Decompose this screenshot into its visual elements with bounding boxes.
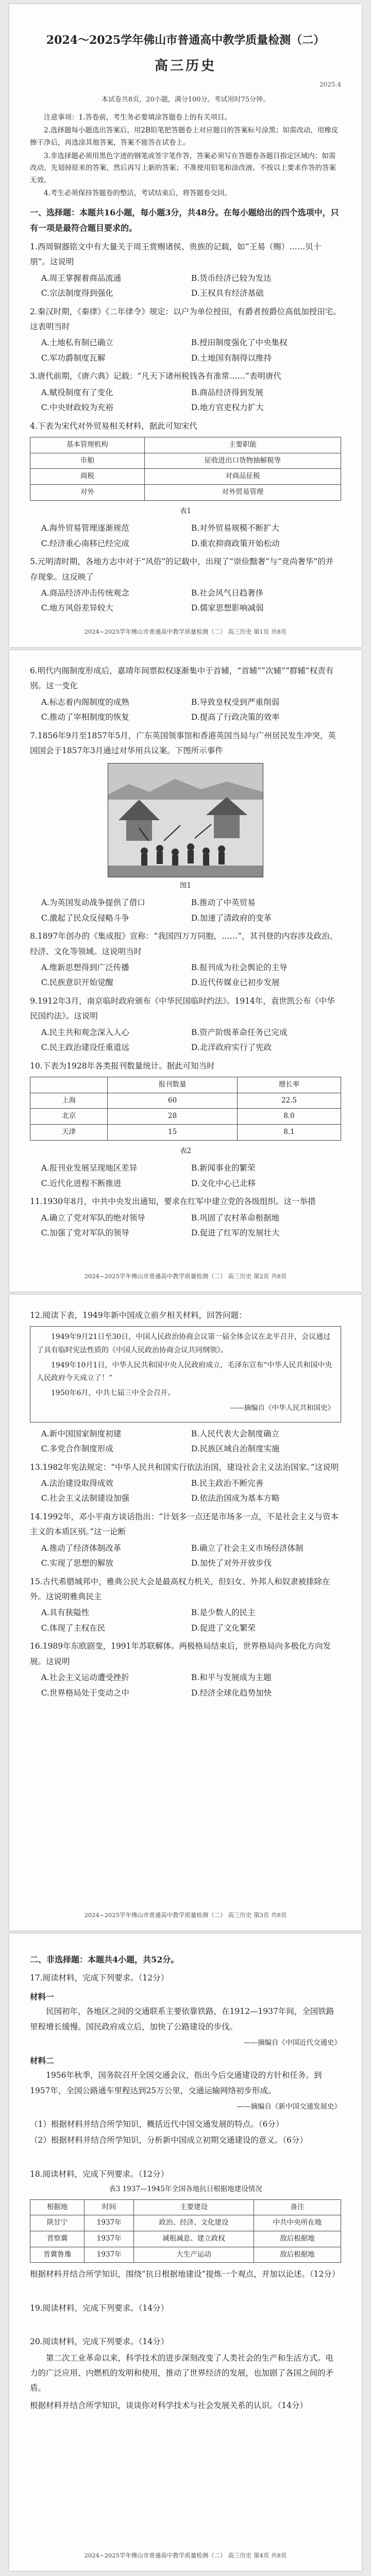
material-text: 第二次工业革命以来，科学技术的进步深刻改变了人类社会的生产和生活方式。电力的广泛应用、内燃机的发明和使用，推动了世界经济的发展，也加剧了各国之间的矛盾。 [30, 2353, 334, 2393]
option: D.加快了对外开放步伐 [191, 1558, 272, 1568]
table-header: 报刊数量 [108, 1077, 238, 1093]
option: B.人民代表大会制度确立 [191, 1429, 280, 1438]
option-group [30, 1670, 341, 1701]
table-cell: 减租减息、建立政权 [134, 2231, 254, 2247]
question-stem: 15.古代希腊城邦中，雅典公民大会是最高权力机关，但妇女、外邦人和奴隶被排除在外。这说明雅典民主 [30, 1577, 330, 1602]
question-stem: 4.下表为宋代对外贸易相关材料，据此可知宋代 [30, 421, 197, 431]
table-caption: 表3 1937—1945年全国各地抗日根据地建设情况 [109, 2185, 262, 2194]
table-cell: 8.0 [237, 1109, 341, 1125]
option-group [30, 586, 341, 616]
data-table [30, 1077, 341, 1141]
exam-page-2 [9, 650, 362, 1292]
option: D.重农抑商政策开始松动 [191, 538, 280, 548]
option-group [30, 1476, 341, 1506]
table-header: 主要建设 [134, 2199, 254, 2215]
question-stem: 5.元明清时期，各地方志中对于“风俗”的记载中，出现了“崇俭黜奢”与“竞尚奢华”的并存现象。这反映了 [30, 557, 334, 582]
option-group [30, 695, 341, 725]
option: B.资产阶级革命任务已完成 [191, 1027, 288, 1037]
option: B.确立了社会主义市场经济体制 [191, 1543, 303, 1553]
option-group [30, 385, 341, 416]
option: B.新闻事业的繁荣 [191, 1163, 256, 1173]
table-cell: 对商品征税 [144, 469, 341, 485]
exam-page-4 [9, 1934, 362, 2571]
table-cell: 中共中央所在地 [254, 2215, 341, 2231]
option: B.和平与发展成为主题 [191, 1673, 272, 1683]
table-cell: 28 [108, 1109, 238, 1125]
option-group [30, 521, 341, 551]
section-heading: 二、非选择题：本题共4小题，共52分。 [30, 1955, 179, 1964]
section-heading: 一、选择题：本题共16小题，每小题3分，共48分。在每小题给出的四个选项中，只有一项是最符合题目要求的。 [30, 208, 339, 233]
option: D.近代传媒业已初步发展 [191, 978, 280, 988]
option: A.标志着内阁制度的成熟 [41, 697, 129, 707]
option: A.维新思想得到广泛传播 [41, 963, 129, 973]
table-header: 时间 [85, 2199, 134, 2215]
option: A.商品经济冲击传统观念 [41, 588, 129, 598]
option: B.导致皇权受到严重削弱 [191, 697, 280, 707]
option: D.地方官吏权力扩大 [191, 403, 264, 413]
option: D.经济全球化趋势加快 [191, 1688, 272, 1698]
table-cell: 1937年 [85, 2231, 134, 2247]
option: B.对外贸易规模不断扩大 [191, 523, 280, 533]
question-stem: 7.1856年9月至1857年5月，广东英国领事馆和香港英国当局与广州居民发生冲突，英国国会于1857年3月通过对华用兵议案。下图所示事件 [30, 731, 336, 756]
question-stem: 1.西周铜器铭文中有大量关于周王赏赐诸侯、贵族的记载，如“王易（赐）……贝十朋”。这说明 [30, 242, 322, 267]
question-stem: 18.阅读材料，完成下列要求。（12分） [30, 2169, 169, 2179]
table-row [30, 1125, 341, 1141]
option-group [30, 960, 341, 991]
question-requirement: （1）根据材料并结合所学知识，概括近代中国交通发展的特点。（6分） [30, 2119, 284, 2129]
data-table [30, 2199, 341, 2263]
option: C.经济重心南移已经完成 [41, 538, 129, 548]
question-stem: 10.下表为1928年各类报刊数量统计。据此可知当时 [30, 1061, 215, 1071]
source-line: 1950年6月，中共七届三中全会召开。 [51, 1389, 175, 1398]
material-title: 材料一 [30, 1991, 54, 2002]
table-cell: 征收进出口货物抽解税等 [144, 453, 341, 469]
table-header: 备注 [254, 2199, 341, 2215]
option: B.商品经济得到发展 [191, 387, 264, 397]
source-line: 1949年9月21日至30日，中国人民政治协商会议第一届全体会议在北平召开，会议通过了具有临时宪法性质的《中国人民政治协商会议共同纲领》。 [37, 1333, 331, 1354]
option-group [30, 1605, 341, 1636]
table-header: 基本管理机构 [30, 437, 145, 453]
table-cell: 政治、经济、文化建设 [134, 2215, 254, 2231]
option-group [30, 1541, 341, 1571]
option: D.文化中心已北移 [191, 1178, 256, 1188]
exam-page-3 [9, 1295, 362, 1930]
source-box [30, 1326, 341, 1422]
option: C.中央财政较为充裕 [41, 403, 113, 413]
attention-line: 4.考生必须保持答题卷的整洁，考试结束后，将答题卷交回。 [44, 189, 231, 198]
option: C.激起了民众反侵略斗争 [41, 913, 129, 923]
option: A.具有狭隘性 [41, 1608, 90, 1618]
option: C.地方风俗差异较大 [41, 603, 113, 613]
table-row [30, 2215, 341, 2231]
option: D.促进了文化繁荣 [191, 1623, 256, 1633]
option: A.周王掌握着商品流通 [41, 273, 122, 283]
option: C.军功爵制度瓦解 [41, 353, 106, 363]
table-caption: 表2 [179, 1146, 192, 1155]
date-mark: 2025.4 [319, 81, 341, 89]
table-header [30, 1077, 108, 1093]
question-stem: 17.阅读材料，完成下列要求。（12分） [30, 1973, 169, 1983]
option: D.加速了清政府的变革 [191, 913, 272, 923]
table-row [30, 2247, 341, 2263]
source-line: 1949年10月1日，中华人民共和国中央人民政府成立，毛泽东宣布“中华人民共和国中央人民政府今天成立了！” [37, 1361, 332, 1382]
option: A.报刊业发展呈现地区差异 [41, 1163, 138, 1173]
option: A.确立了党对军队的绝对领导 [41, 1213, 145, 1223]
option: C.民族意识开始觉醒 [41, 978, 113, 988]
question-requirement: （2）根据材料并结合所学知识，分析新中国成立初期交通建设的意义。（6分） [30, 2136, 308, 2145]
data-table [30, 437, 341, 501]
question-requirement: 根据材料并结合所学知识，围绕“抗日根据地建设”提炼一个观点，并加以论述。（12分） [30, 2269, 340, 2279]
question-stem: 8.1897年创办的《集成报》宣称：“我国四万万同胞，……”，其刊登的内容涉及政治、经济、文化等领域。这说明当时 [30, 931, 338, 956]
option: D.儒家思想影响减弱 [191, 603, 264, 613]
option-group [30, 271, 341, 301]
table-row [30, 485, 341, 501]
attention-block [30, 112, 341, 200]
question-stem: 6.明代内阁制度形成后，嘉靖年间票拟权逐渐集中于首辅，“首辅”“次辅”“群辅”权责有别。这一变化 [30, 666, 334, 691]
option-group [30, 1427, 341, 1457]
table-row [30, 1109, 341, 1125]
question-stem: 13.1982年宪法规定：“中华人民共和国实行依法治国，建设社会主义法治国家。”这说明 [30, 1462, 339, 1472]
option: D.民族区域自治制度实施 [191, 1444, 280, 1454]
table-cell: 晋察冀 [30, 2231, 85, 2247]
table-row [30, 469, 341, 485]
image-caption: 图1 [179, 881, 192, 890]
option: A.社会主义运动遭受挫折 [41, 1673, 129, 1683]
option: D.提高了行政决策的效率 [191, 713, 280, 722]
question-stem: 14.1992年，邓小平南方谈话指出：“计划多一点还是市场多一点，不是社会主义与资本主义的本质区别。”这一论断 [30, 1512, 339, 1537]
table-header: 增长率 [237, 1077, 341, 1093]
option: A.法治建设取得成效 [41, 1478, 113, 1488]
table-header: 根据地 [30, 2199, 85, 2215]
table-cell: 对外贸易管理 [144, 485, 341, 501]
table-cell: 60 [108, 1093, 238, 1109]
option: A.土地私有制已确立 [41, 338, 113, 348]
material-title: 材料二 [30, 2055, 54, 2065]
question-stem: 16.1989年东欧剧变，1991年苏联解体。两极格局结束后，世界格局向多极化方向发展。这说明 [30, 1641, 331, 1666]
option-group [30, 1211, 341, 1241]
table-cell: 1937年 [85, 2247, 134, 2263]
option: B.授田制度强化了中央集权 [191, 338, 288, 348]
attention-line: 注意事项：1.答卷前，考生务必要填涂答题卷上的有关项目。 [44, 113, 231, 122]
table-cell: 市舶 [30, 453, 145, 469]
question-stem: 12.阅读下表，1949年新中国成立前夕相关材料，回答问题： [30, 1311, 247, 1320]
option: D.北洋政府实行了宪政 [191, 1043, 272, 1053]
option: B.巩固了农村革命根据地 [191, 1213, 280, 1223]
option: B.报刊成为社会舆论的主导 [191, 963, 288, 973]
option: C.民主政治建设任重道远 [41, 1043, 129, 1053]
table-cell: 15 [108, 1125, 238, 1141]
exam-title: 2024～2025学年佛山市普通高中教学质量检测（二） [46, 33, 325, 47]
table-cell: 晋冀鲁豫 [30, 2247, 85, 2263]
option: C.加强了党对军队的领导 [41, 1228, 129, 1238]
option: A.民主共和观念深入人心 [41, 1027, 129, 1037]
option: C.世界格局处于变动之中 [41, 1688, 129, 1698]
question-stem: 11.1930年8月，中共中央发出通知，要求在红军中建立党的各级组织。这一举措 [30, 1197, 316, 1207]
option: D.土地国有制得以维持 [191, 353, 272, 363]
option: A.为英国发动战争提供了借口 [41, 898, 145, 908]
table-caption: 表1 [179, 506, 192, 515]
option: D.促进了红军的发展壮大 [191, 1228, 280, 1238]
option-group [30, 1025, 341, 1056]
material-text: 1956年秋季，国务院召开全国交通会议，指出今后交通建设的方针和任务。到1957年，全国公路通车里程达到25万公里，交通运输网络初步形成。 [30, 2071, 322, 2095]
table-row [30, 453, 341, 469]
exam-page-1 [9, 4, 362, 647]
option: A.推动了经济体制改革 [41, 1543, 122, 1553]
table-cell: 大生产运动 [134, 2247, 254, 2263]
question-requirement: 根据材料并结合所学知识，谈谈你对科学技术与社会发展关系的认识。（14分） [30, 2400, 308, 2410]
page-footer: 2024~2025学年佛山市普通高中教学质量检测（二） 高三历史 第3页 共8页 [84, 1911, 287, 1919]
option-group [30, 895, 341, 926]
material-source: ——摘编自《中国近代交通史》 [244, 2039, 341, 2047]
option: A.赋役制度有了变化 [41, 387, 113, 397]
table-cell: 8.1 [237, 1125, 341, 1141]
table-cell: 上海 [30, 1093, 108, 1109]
table-cell: 敌后根据地 [254, 2247, 341, 2263]
table-cell: 22.5 [237, 1093, 341, 1109]
exam-note: 本试卷共8页，20小题，满分100分。考试用时75分钟。 [101, 95, 270, 104]
table-cell: 天津 [30, 1125, 108, 1141]
question-stem: 19.阅读材料，完成下列要求。（14分） [30, 2303, 169, 2313]
table-row [30, 1093, 341, 1109]
option: A.新中国国家制度初建 [41, 1429, 122, 1438]
option: C.实现了思想的解放 [41, 1558, 113, 1568]
material-source: ——摘编自《新中国交通发展史》 [237, 2103, 341, 2111]
table-cell: 敌后根据地 [254, 2231, 341, 2247]
option: B.社会风气日趋奢侈 [191, 588, 264, 598]
option: C.社会主义法制建设加强 [41, 1494, 129, 1503]
historical-engraving-image [108, 763, 263, 877]
page-footer: 2024~2025学年佛山市普通高中教学质量检测（二） 高三历史 第4页 共8页 [84, 2552, 287, 2559]
option: A.海外贸易管理逐渐规范 [41, 523, 129, 533]
table-cell: 陕甘宁 [30, 2215, 85, 2231]
option: D.王权具有经济基础 [191, 289, 264, 298]
page-footer: 2024~2025学年佛山市普通高中教学质量检测（二） 高三历史 第2页 共8页 [84, 1273, 287, 1280]
option: C.多党合作制度形成 [41, 1444, 113, 1454]
option: B.推动了中英贸易 [191, 898, 256, 908]
table-cell: 北京 [30, 1109, 108, 1125]
option: B.是少数人的民主 [191, 1608, 256, 1618]
table-row [30, 2231, 341, 2247]
option-group [30, 335, 341, 366]
option: C.体现了主权在民 [41, 1623, 106, 1633]
option: C.宗法制度得到强化 [41, 289, 113, 298]
material-text: 民国初年，各地区之间的交通联系主要依靠铁路，在1912—1937年间，全国铁路里程增长缓慢。国民政府成立后，加快了公路建设的步伐。 [30, 2007, 334, 2031]
engraving-illustration [108, 764, 263, 877]
question-stem: 20.阅读材料，完成下列要求。（14分） [30, 2337, 169, 2347]
table-cell: 1937年 [85, 2215, 134, 2231]
source-citation: ——摘编自《中华人民共和国史》 [230, 1404, 334, 1413]
attention-line: 3.非选择题必须用黑色字迹的钢笔或签字笔作答，答案必须写在答题卷各题目指定区域内；如需改动，先划掉原来的答案，然后再写上新的答案；不准使用铅笔和涂改液。不按以上要求作答的答案无效。 [30, 151, 336, 184]
exam-subject: 高三历史 [154, 58, 216, 74]
option: D.依法治国成为基本方略 [191, 1494, 280, 1503]
question-stem: 3.唐代前期，《唐六典》记载：“凡天下诸州税钱各有准常……”表明唐代 [30, 371, 281, 381]
option: C.推动了宰相制度的恢复 [41, 713, 129, 722]
option: B.民主政治不断完善 [191, 1478, 264, 1488]
question-stem: 2.秦汉时期，《秦律》《二年律令》规定：以户为单位授田，有爵者按爵位高低加授田宅。这表明当时 [30, 307, 341, 332]
option: C.近代化进程不断推进 [41, 1178, 122, 1188]
page-footer: 2024~2025学年佛山市普通高中教学质量检测（二） 高三历史 第1页 共8页 [84, 628, 287, 635]
attention-line: 2.选择题每小题选出答案后，用2B铅笔把答题卷上对应题目的答案标号涂黑；如需改动，用橡皮擦干净后，再选涂其他答案，答案不能答在试卷上。 [30, 126, 339, 147]
table-cell: 商税 [30, 469, 145, 485]
question-stem: 9.1912年3月，南京临时政府颁布《中华民国临时约法》。1914年，袁世凯公布《中华民国约法》。这说明 [30, 996, 335, 1021]
table-header: 主要职能 [144, 437, 341, 453]
table-cell: 对外 [30, 485, 145, 501]
option: B.货币经济已较为发达 [191, 273, 272, 283]
option-group [30, 1161, 341, 1191]
